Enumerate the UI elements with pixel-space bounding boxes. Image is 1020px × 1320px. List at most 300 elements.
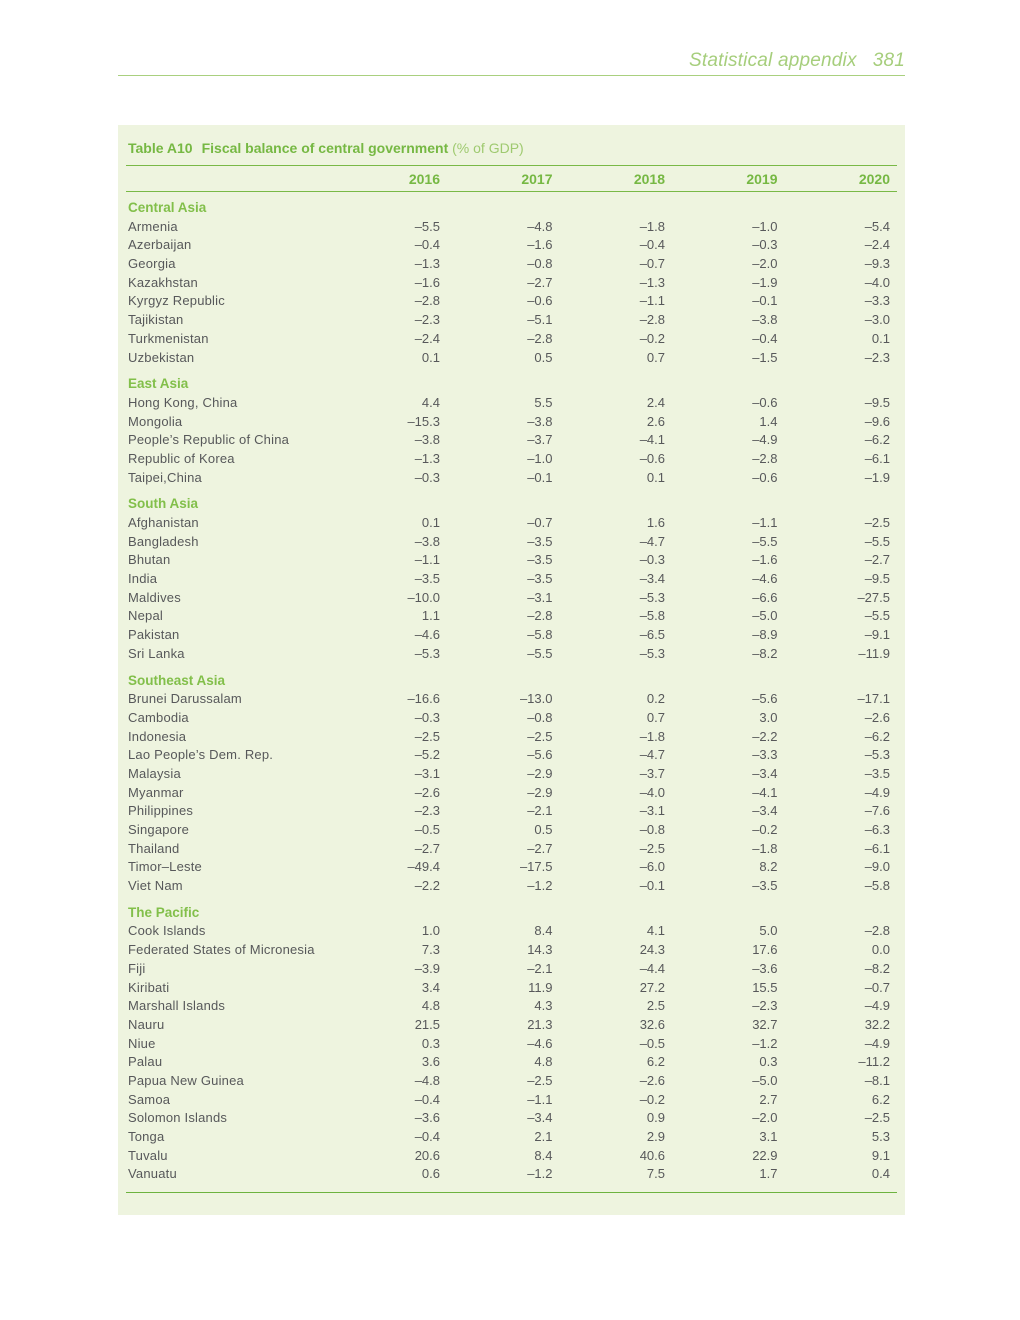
value-2019: –5.0 bbox=[752, 1072, 778, 1088]
value-2017: –2.9 bbox=[527, 765, 553, 781]
country-name: Lao People’s Dem. Rep. bbox=[128, 747, 274, 763]
value-2017: –4.8 bbox=[527, 218, 553, 234]
table-row bbox=[128, 840, 890, 859]
value-2016: –3.1 bbox=[414, 765, 440, 781]
value-2018: 24.3 bbox=[639, 942, 665, 958]
value-2016: –0.5 bbox=[414, 822, 440, 837]
value-2017: –5.8 bbox=[527, 627, 553, 643]
table-row bbox=[128, 709, 890, 728]
value-2017: –2.7 bbox=[527, 840, 553, 856]
value-2017: 2.1 bbox=[534, 1129, 553, 1144]
value-2018: –2.8 bbox=[639, 312, 665, 328]
table-row bbox=[128, 431, 890, 450]
country-name: Philippines bbox=[128, 803, 194, 819]
value-2016: –5.2 bbox=[414, 747, 440, 763]
value-2019: –5.5 bbox=[752, 533, 778, 549]
page-header bbox=[118, 50, 905, 72]
table-row bbox=[128, 218, 890, 237]
table-name: Fiscal balance of central government bbox=[201, 140, 449, 156]
value-2018: –6.5 bbox=[639, 627, 665, 643]
value-2020: –2.5 bbox=[864, 515, 890, 530]
region-section bbox=[128, 375, 890, 487]
country-name: Samoa bbox=[128, 1091, 171, 1107]
value-2020: 9.1 bbox=[871, 1147, 890, 1163]
value-2019: –1.9 bbox=[752, 274, 778, 290]
value-2017: 8.4 bbox=[534, 923, 553, 939]
country-name: Pakistan bbox=[128, 627, 180, 643]
country-name: Kazakhstan bbox=[128, 274, 198, 290]
table-row bbox=[128, 311, 890, 330]
value-2020: –4.9 bbox=[864, 1035, 890, 1051]
value-2020: –6.2 bbox=[864, 432, 890, 448]
value-2016: –2.3 bbox=[414, 803, 440, 819]
value-2018: –0.5 bbox=[639, 1035, 665, 1051]
value-2018: 32.6 bbox=[639, 1016, 665, 1032]
value-2020: –3.3 bbox=[864, 293, 890, 309]
country-name: Cambodia bbox=[128, 709, 189, 725]
value-2020: 0.4 bbox=[871, 1166, 890, 1182]
country-name: Singapore bbox=[128, 822, 190, 837]
value-2018: 0.1 bbox=[646, 469, 665, 485]
fiscal-balance-table bbox=[118, 125, 905, 1215]
value-2016: 4.4 bbox=[421, 394, 440, 410]
value-2020: 6.2 bbox=[871, 1091, 890, 1107]
value-2016: –15.3 bbox=[407, 413, 440, 429]
value-2018: –1.3 bbox=[639, 274, 665, 290]
value-2018: –2.6 bbox=[639, 1072, 665, 1088]
value-2020: –5.4 bbox=[864, 218, 890, 234]
value-2018: –0.8 bbox=[639, 822, 665, 837]
value-2020: –2.7 bbox=[864, 552, 890, 568]
value-2017: 21.3 bbox=[527, 1016, 553, 1032]
value-2019: 1.4 bbox=[759, 413, 778, 429]
value-2018: –0.1 bbox=[639, 878, 665, 894]
table-row bbox=[128, 1035, 890, 1054]
value-2016: –16.6 bbox=[407, 691, 440, 707]
country-name: Taipei,China bbox=[128, 469, 202, 485]
value-2016: 0.3 bbox=[421, 1035, 440, 1051]
value-2016: –3.6 bbox=[414, 1110, 440, 1126]
value-2016: –2.4 bbox=[414, 330, 440, 346]
value-2019: 5.0 bbox=[759, 923, 778, 939]
value-2016: 1.0 bbox=[421, 923, 440, 939]
country-name: Tajikistan bbox=[128, 312, 184, 328]
country-name: Indonesia bbox=[128, 728, 187, 744]
country-name: Nauru bbox=[128, 1016, 165, 1032]
page-number: 381 bbox=[872, 50, 905, 71]
value-2019: –2.8 bbox=[752, 450, 778, 466]
value-2020: –3.5 bbox=[864, 765, 890, 781]
value-2017: –0.6 bbox=[527, 293, 553, 309]
table-row bbox=[128, 292, 890, 311]
table-bottom-rule bbox=[126, 1192, 897, 1193]
value-2019: 3.1 bbox=[759, 1129, 778, 1144]
value-2017: –3.8 bbox=[527, 413, 553, 429]
value-2016: –3.5 bbox=[414, 571, 440, 587]
value-2019: –3.3 bbox=[752, 747, 778, 763]
table-row bbox=[128, 645, 890, 664]
table-row bbox=[128, 960, 890, 979]
country-name: Niue bbox=[128, 1035, 156, 1051]
table-row bbox=[128, 626, 890, 645]
value-2018: –1.1 bbox=[639, 293, 665, 309]
table-row bbox=[128, 349, 890, 368]
table-row bbox=[128, 330, 890, 349]
value-2020: –0.7 bbox=[864, 979, 890, 995]
country-name: Palau bbox=[128, 1054, 163, 1070]
column-headers bbox=[118, 166, 905, 191]
year-column-header: 2017 bbox=[521, 171, 553, 187]
value-2019: –0.6 bbox=[752, 469, 778, 485]
value-2016: 3.4 bbox=[421, 979, 440, 995]
table-row bbox=[128, 450, 890, 469]
value-2017: –3.5 bbox=[527, 571, 553, 587]
value-2020: –5.8 bbox=[864, 878, 890, 894]
value-2016: 4.8 bbox=[421, 998, 440, 1014]
value-2017: –1.6 bbox=[527, 237, 553, 253]
table-row bbox=[128, 1147, 890, 1166]
region-section bbox=[128, 904, 890, 1184]
country-name: Thailand bbox=[128, 840, 180, 856]
value-2017: –3.1 bbox=[527, 589, 553, 605]
value-2020: –8.1 bbox=[864, 1072, 890, 1088]
value-2017: –0.8 bbox=[527, 256, 553, 272]
value-2016: –3.9 bbox=[414, 960, 440, 976]
value-2017: –2.9 bbox=[527, 784, 553, 800]
country-name: Tonga bbox=[128, 1129, 165, 1144]
value-2016: –4.8 bbox=[414, 1072, 440, 1088]
country-name: People’s Republic of China bbox=[128, 432, 290, 448]
value-2019: –5.0 bbox=[752, 608, 778, 624]
year-column-header: 2019 bbox=[746, 171, 778, 187]
country-name: Bhutan bbox=[128, 552, 171, 568]
value-2016: –1.3 bbox=[414, 256, 440, 272]
value-2019: 1.7 bbox=[759, 1166, 778, 1182]
header-rule bbox=[118, 75, 905, 76]
value-2020: –9.5 bbox=[864, 571, 890, 587]
value-2020: –11.9 bbox=[858, 645, 890, 661]
value-2018: 40.6 bbox=[639, 1147, 665, 1163]
country-name: Brunei Darussalam bbox=[128, 691, 242, 707]
value-2020: –3.0 bbox=[864, 312, 890, 328]
table-title bbox=[118, 125, 905, 165]
value-2020: –4.9 bbox=[864, 998, 890, 1014]
table-unit: (% of GDP) bbox=[452, 140, 524, 156]
country-name: Afghanistan bbox=[128, 515, 199, 530]
region-section-title: The Pacific bbox=[128, 904, 200, 920]
value-2019: –4.1 bbox=[752, 784, 778, 800]
value-2016: –2.3 bbox=[414, 312, 440, 328]
value-2018: 6.2 bbox=[646, 1054, 665, 1070]
table-row bbox=[128, 570, 890, 589]
value-2017: –5.1 bbox=[527, 312, 553, 328]
value-2018: –3.7 bbox=[639, 765, 665, 781]
value-2018: –5.3 bbox=[639, 589, 665, 605]
value-2019: –0.6 bbox=[752, 394, 778, 410]
value-2020: –9.3 bbox=[864, 256, 890, 272]
value-2019: –4.6 bbox=[752, 571, 778, 587]
table-row bbox=[128, 1165, 890, 1184]
table-row bbox=[128, 979, 890, 998]
country-name: Georgia bbox=[128, 256, 176, 272]
country-name: Armenia bbox=[128, 218, 178, 234]
value-2016: –3.8 bbox=[414, 432, 440, 448]
value-2019: –1.2 bbox=[752, 1035, 778, 1051]
value-2019: –0.2 bbox=[752, 822, 778, 837]
value-2017: –5.6 bbox=[527, 747, 553, 763]
value-2017: –2.5 bbox=[527, 1072, 553, 1088]
value-2019: –8.9 bbox=[752, 627, 778, 643]
table-row bbox=[128, 533, 890, 552]
table-row bbox=[128, 997, 890, 1016]
value-2016: 3.6 bbox=[421, 1054, 440, 1070]
value-2019: 22.9 bbox=[752, 1147, 778, 1163]
value-2020: –6.2 bbox=[864, 728, 890, 744]
value-2018: –4.7 bbox=[639, 747, 665, 763]
table-row bbox=[128, 394, 890, 413]
value-2017: –5.5 bbox=[527, 645, 553, 661]
value-2016: –0.4 bbox=[414, 237, 440, 253]
value-2020: –1.9 bbox=[864, 469, 890, 485]
value-2019: –2.2 bbox=[752, 728, 778, 744]
value-2017: 8.4 bbox=[534, 1147, 553, 1163]
value-2016: 7.3 bbox=[421, 942, 440, 958]
value-2019: –4.9 bbox=[752, 432, 778, 448]
region-section bbox=[128, 199, 890, 367]
value-2018: –5.8 bbox=[639, 608, 665, 624]
country-name: Myanmar bbox=[128, 784, 184, 800]
value-2018: –3.1 bbox=[639, 803, 665, 819]
value-2016: 0.1 bbox=[421, 515, 440, 530]
country-name: Federated States of Micronesia bbox=[128, 942, 315, 958]
value-2019: –0.4 bbox=[752, 330, 778, 346]
value-2017: –2.1 bbox=[527, 803, 553, 819]
value-2017: –2.1 bbox=[527, 960, 553, 976]
value-2020: 0.1 bbox=[871, 330, 890, 346]
value-2016: –2.6 bbox=[414, 784, 440, 800]
value-2019: 8.2 bbox=[759, 859, 778, 875]
value-2019: –0.3 bbox=[752, 237, 778, 253]
value-2016: –2.5 bbox=[414, 728, 440, 744]
value-2020: –8.2 bbox=[864, 960, 890, 976]
table-row bbox=[128, 802, 890, 821]
country-name: Sri Lanka bbox=[128, 645, 185, 661]
value-2018: 0.9 bbox=[646, 1110, 665, 1126]
value-2019: –1.0 bbox=[752, 218, 778, 234]
value-2019: –3.4 bbox=[752, 803, 778, 819]
year-column-header: 2020 bbox=[858, 171, 890, 187]
value-2017: –1.0 bbox=[527, 450, 553, 466]
region-section-title: South Asia bbox=[128, 496, 199, 512]
country-name: Maldives bbox=[128, 589, 181, 605]
country-name: Uzbekistan bbox=[128, 349, 195, 365]
value-2018: –0.7 bbox=[639, 256, 665, 272]
value-2020: 32.2 bbox=[864, 1016, 890, 1032]
value-2016: –0.3 bbox=[414, 709, 440, 725]
value-2016: –2.7 bbox=[414, 840, 440, 856]
value-2016: –2.2 bbox=[414, 878, 440, 894]
table-row bbox=[128, 514, 890, 533]
value-2018: –1.8 bbox=[639, 218, 665, 234]
table-row bbox=[128, 1016, 890, 1035]
value-2018: –4.4 bbox=[639, 960, 665, 976]
year-column-header: 2018 bbox=[633, 171, 665, 187]
value-2017: 0.5 bbox=[534, 822, 553, 837]
value-2019: –1.6 bbox=[752, 552, 778, 568]
value-2020: –17.1 bbox=[857, 691, 890, 707]
value-2020: –9.5 bbox=[864, 394, 890, 410]
value-2020: –4.9 bbox=[864, 784, 890, 800]
value-2020: –11.2 bbox=[858, 1054, 890, 1070]
value-2018: –5.3 bbox=[639, 645, 665, 661]
value-2020: –4.0 bbox=[864, 274, 890, 290]
table-row bbox=[128, 941, 890, 960]
country-name: India bbox=[128, 571, 158, 587]
value-2019: –3.5 bbox=[752, 878, 778, 894]
value-2020: –9.0 bbox=[864, 859, 890, 875]
country-name: Kiribati bbox=[128, 979, 170, 995]
value-2017: –0.7 bbox=[527, 515, 553, 530]
value-2020: –2.3 bbox=[864, 349, 890, 365]
year-column-header: 2016 bbox=[408, 171, 440, 187]
value-2020: –2.5 bbox=[864, 1110, 890, 1126]
value-2018: 2.6 bbox=[646, 413, 665, 429]
value-2020: –2.4 bbox=[864, 237, 890, 253]
table-row bbox=[128, 784, 890, 803]
table-row bbox=[128, 728, 890, 747]
country-name: Hong Kong, China bbox=[128, 394, 238, 410]
value-2016: –4.6 bbox=[414, 627, 440, 643]
value-2017: –13.0 bbox=[519, 691, 553, 707]
value-2016: –1.6 bbox=[414, 274, 440, 290]
table-row bbox=[128, 877, 890, 896]
region-section-title: East Asia bbox=[128, 376, 189, 392]
country-name: Solomon Islands bbox=[128, 1110, 228, 1126]
table-row bbox=[128, 858, 890, 877]
value-2016: 21.5 bbox=[414, 1016, 440, 1032]
value-2019: –0.1 bbox=[752, 293, 778, 309]
value-2018: –4.1 bbox=[639, 432, 665, 448]
value-2018: 1.6 bbox=[646, 515, 665, 530]
table-row bbox=[128, 236, 890, 255]
value-2018: –4.0 bbox=[639, 784, 665, 800]
value-2016: –0.3 bbox=[414, 469, 440, 485]
table-row bbox=[128, 589, 890, 608]
value-2017: –1.2 bbox=[527, 1166, 553, 1182]
value-2018: –6.0 bbox=[639, 859, 665, 875]
table-row bbox=[128, 469, 890, 488]
value-2016: –5.5 bbox=[414, 218, 440, 234]
value-2020: –5.5 bbox=[864, 608, 890, 624]
running-head: Statistical appendix bbox=[688, 50, 857, 71]
value-2016: –3.8 bbox=[414, 533, 440, 549]
value-2017: –1.2 bbox=[527, 878, 553, 894]
value-2020: 0.0 bbox=[871, 942, 890, 958]
value-2017: –0.1 bbox=[527, 469, 553, 485]
value-2017: –2.7 bbox=[527, 274, 553, 290]
value-2020: –6.3 bbox=[864, 822, 890, 837]
country-name: Azerbaijan bbox=[128, 237, 192, 253]
value-2018: –0.3 bbox=[639, 552, 665, 568]
value-2020: –5.3 bbox=[864, 747, 890, 763]
value-2018: 0.7 bbox=[646, 349, 665, 365]
country-name: Kyrgyz Republic bbox=[128, 293, 225, 309]
value-2017: –4.6 bbox=[527, 1035, 553, 1051]
value-2019: –1.5 bbox=[752, 349, 778, 365]
value-2019: –3.8 bbox=[752, 312, 778, 328]
value-2018: –0.4 bbox=[639, 237, 665, 253]
value-2016: –1.3 bbox=[414, 450, 440, 466]
value-2016: –1.1 bbox=[414, 552, 440, 568]
table-row bbox=[128, 607, 890, 626]
value-2020: –2.6 bbox=[864, 709, 890, 725]
value-2016: 1.1 bbox=[421, 608, 440, 624]
table-row bbox=[128, 413, 890, 432]
value-2017: 4.8 bbox=[534, 1054, 553, 1070]
country-name: Malaysia bbox=[128, 765, 181, 781]
table-row bbox=[128, 765, 890, 784]
value-2016: 0.1 bbox=[421, 349, 440, 365]
value-2018: 0.7 bbox=[646, 709, 665, 725]
value-2016: –5.3 bbox=[414, 645, 440, 661]
table-row bbox=[128, 1109, 890, 1128]
value-2018: 2.9 bbox=[646, 1129, 665, 1144]
table-row bbox=[128, 922, 890, 941]
value-2017: –2.8 bbox=[527, 330, 553, 346]
value-2019: –5.6 bbox=[752, 691, 778, 707]
country-name: Bangladesh bbox=[128, 533, 199, 549]
value-2019: –6.6 bbox=[752, 589, 778, 605]
value-2017: 0.5 bbox=[534, 349, 553, 365]
value-2020: –9.1 bbox=[864, 627, 890, 643]
value-2017: –2.5 bbox=[527, 728, 553, 744]
value-2016: –49.4 bbox=[407, 859, 440, 875]
value-2019: 17.6 bbox=[752, 942, 778, 958]
value-2018: 7.5 bbox=[646, 1166, 665, 1182]
table-row bbox=[128, 690, 890, 709]
value-2018: 0.2 bbox=[646, 691, 665, 707]
table-label: Table A10 bbox=[128, 140, 193, 156]
value-2020: –6.1 bbox=[864, 450, 890, 466]
value-2019: –3.4 bbox=[752, 765, 778, 781]
value-2018: –3.4 bbox=[639, 571, 665, 587]
value-2019: 2.7 bbox=[759, 1091, 778, 1107]
region-section bbox=[128, 495, 890, 663]
value-2020: –5.5 bbox=[864, 533, 890, 549]
value-2018: –4.7 bbox=[639, 533, 665, 549]
region-section-title: Southeast Asia bbox=[128, 672, 226, 688]
table-row bbox=[128, 1128, 890, 1147]
value-2019: –2.0 bbox=[752, 256, 778, 272]
value-2019: 0.3 bbox=[759, 1054, 778, 1070]
value-2019: –1.1 bbox=[752, 515, 778, 530]
value-2019: –2.3 bbox=[752, 998, 778, 1014]
value-2017: 14.3 bbox=[527, 942, 553, 958]
country-name: Viet Nam bbox=[128, 878, 183, 894]
value-2020: –9.6 bbox=[864, 413, 890, 429]
region-section bbox=[128, 672, 890, 896]
country-name: Timor–Leste bbox=[128, 859, 202, 875]
value-2018: 27.2 bbox=[639, 979, 665, 995]
value-2019: –2.0 bbox=[752, 1110, 778, 1126]
value-2017: –0.8 bbox=[527, 709, 553, 725]
table-row bbox=[128, 1072, 890, 1091]
table-row bbox=[128, 255, 890, 274]
value-2019: 32.7 bbox=[752, 1016, 778, 1032]
value-2017: –1.1 bbox=[527, 1091, 553, 1107]
country-name: Papua New Guinea bbox=[128, 1072, 244, 1088]
value-2020: –27.5 bbox=[857, 589, 890, 605]
